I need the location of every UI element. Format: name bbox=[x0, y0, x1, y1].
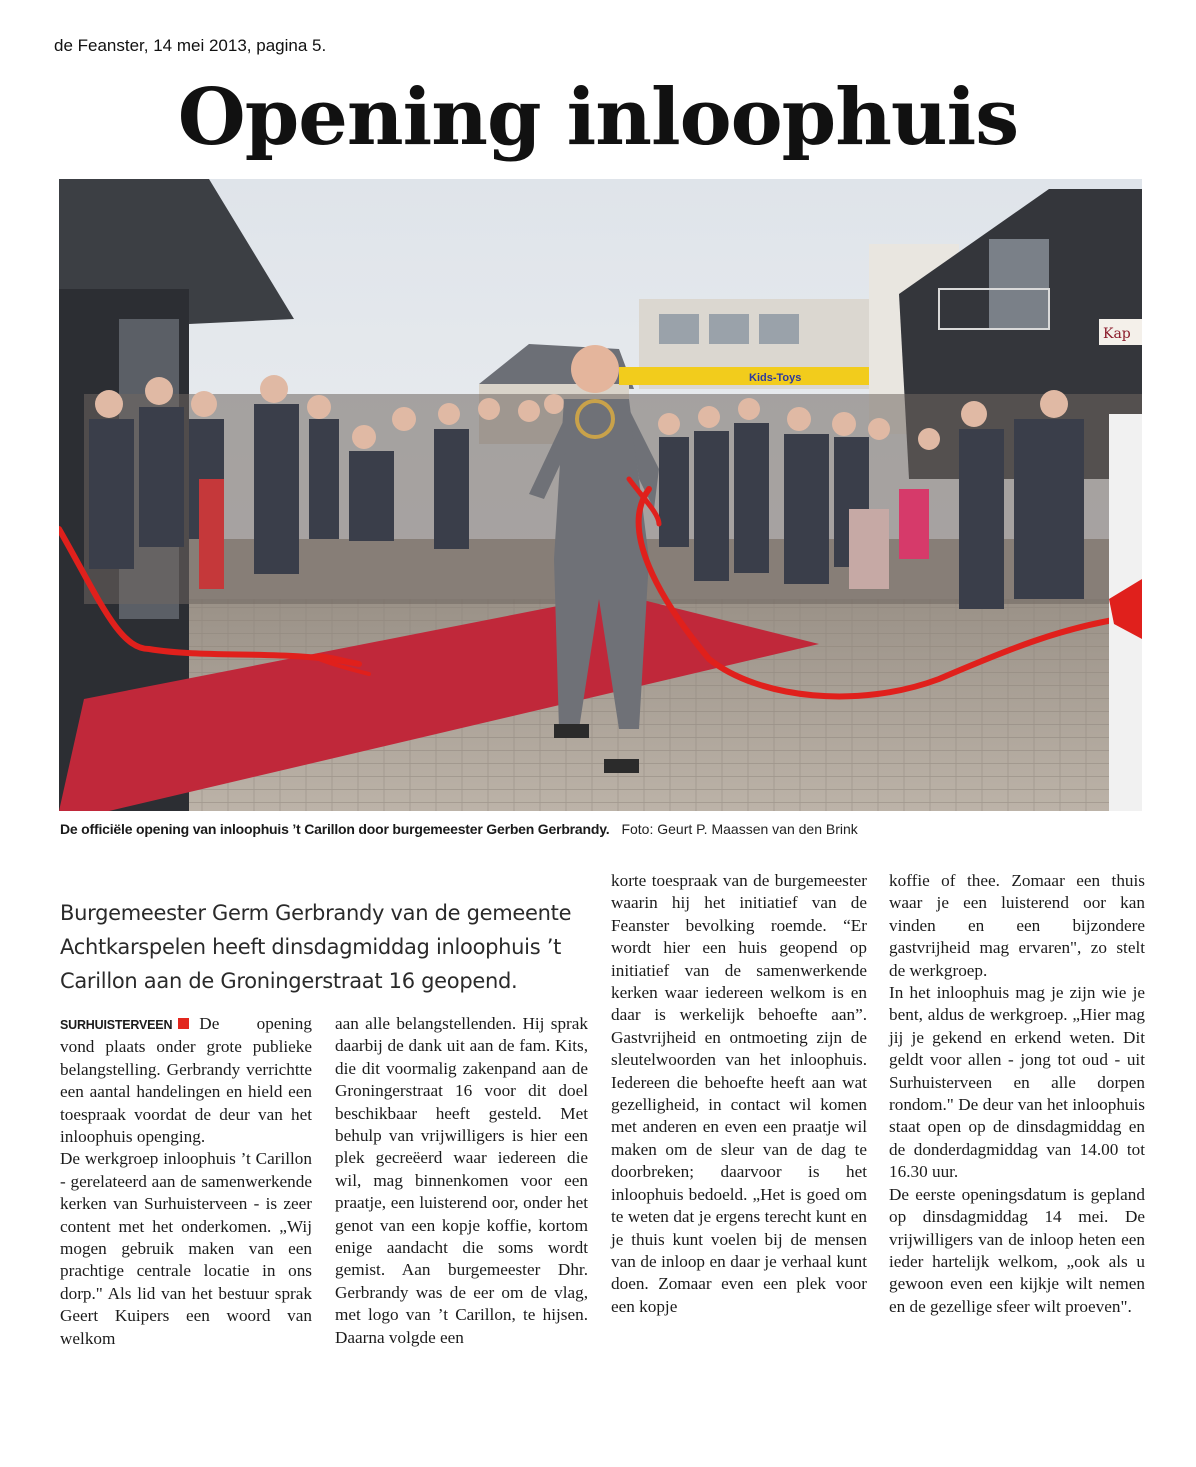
caption-text: De officiële opening van inloophuis ’t Carillon door burgemeester Gerben Gerbrandy. bbox=[60, 821, 610, 837]
column-4-paragraph-2: In het inloophuis mag je zijn wie je bent, aldus de werkgroep. „Hier mag jij je gekend en erkend weten. Dit geldt voor allen - jong tot oud - uit Surhuisterveen en alle dorpen rondom." De deur van het inloophuis staat open op de dinsdagmiddag en de donderdagmiddag van 14.00 tot 16.30 uur. bbox=[889, 983, 1145, 1182]
column-1-text-1: De opening vond plaats onder grote publieke belangstelling. Gerbrandy verrichtte een aantal handelingen en hield een toespraak voordat de deur van het inloophuis openging. bbox=[60, 1014, 312, 1147]
article-column-3 bbox=[611, 870, 867, 1318]
red-square-icon bbox=[178, 1018, 189, 1029]
article-column-2 bbox=[335, 1013, 588, 1349]
column-2-paragraph: aan alle belangstellenden. Hij sprak daarbij de dank uit aan de fam. Kits, die dit voormalig zakenpand aan de Groningerstraat 16 voor dit doel beschikbaar heeft gesteld. Met behulp van vrijwilligers is hier een plek gecreëerd waar iedereen die wil, mag binnenkomen voor een praatje, een luisterend oor, onder het genot van een kopje koffie, kortom enige aandacht die soms wordt gemist. Aan burgemeester Dhr. Gerbrandy was de eer om de vlag, met logo van ’t Carillon, te hijsen. Daarna volgde een bbox=[335, 1014, 588, 1347]
column-4-paragraph-3: De eerste openingsdatum is gepland op dinsdagmiddag 14 mei. De vrijwilligers van de inloop heten een ieder hartelijk welkom, „ook als u gewoon even een kijkje wilt nemen en de gezellige sfeer wilt proeven". bbox=[889, 1184, 1145, 1316]
source-line: de Feanster, 14 mei 2013, pagina 5. bbox=[54, 36, 327, 55]
article-photo bbox=[59, 179, 1142, 811]
article-column-1 bbox=[60, 1013, 312, 1350]
article-column-4 bbox=[889, 870, 1145, 1318]
intro-paragraph: Burgemeester Germ Gerbrandy van de gemeente Achtkarspelen heeft dinsdagmiddag inloophuis ’t Carillon aan de Groningerstraat 16 geopend. bbox=[60, 901, 572, 993]
dateline: SURHUISTERVEEN bbox=[60, 1018, 173, 1032]
column-3-paragraph: korte toespraak van de burgemeester waarin hij het initiatief van de Feanster bevolking roemde. “Er wordt hier een huis geopend op initiatief van de samenwerkende kerken waar iedereen welkom is en daar is werkelijk behoefte aan”. Gastvrijheid en ontmoeting zijn de sleutelwoorden van het inloophuis. Iedereen die behoefte heeft aan wat gezelligheid, in contact wil komen met anderen en even een praatje wil maken om de sleur van de dag te doorbreken; daarvoor is het inloophuis bedoeld. „Het is goed om te weten dat je ergens terecht kunt en je thuis kunt voelen bij de mensen van de inloop en daar je verhaal kunt doen. Zomaar even een plek voor een kopje bbox=[611, 871, 867, 1316]
photo-caption bbox=[60, 821, 1150, 837]
column-1-paragraph-2: De werkgroep inloophuis ’t Carillon - gerelateerd aan de samenwerkende kerken van Surhuisterveen - is zeer content met het onderkomen. „Wij mogen gebruik maken van een prachtige centrale locatie in ons dorp." Als lid van het bestuur sprak Geert Kuipers een woord van welkom bbox=[60, 1149, 312, 1348]
photo-credit: Foto: Geurt P. Maassen van den Brink bbox=[621, 821, 858, 837]
column-1-paragraph-1 bbox=[60, 1013, 312, 1148]
photo-sign-kap: Kap bbox=[1103, 326, 1131, 342]
column-4-paragraph-1: koffie of thee. Zomaar een thuis waar je een luisterend oor kan vinden en een bijzondere gastvrijheid mag ervaren", zo stelt de werkgroep. bbox=[889, 871, 1145, 980]
photo-sign-kids-toys: Kids-Toys bbox=[749, 372, 802, 384]
headline: Opening inloophuis bbox=[177, 72, 1019, 163]
